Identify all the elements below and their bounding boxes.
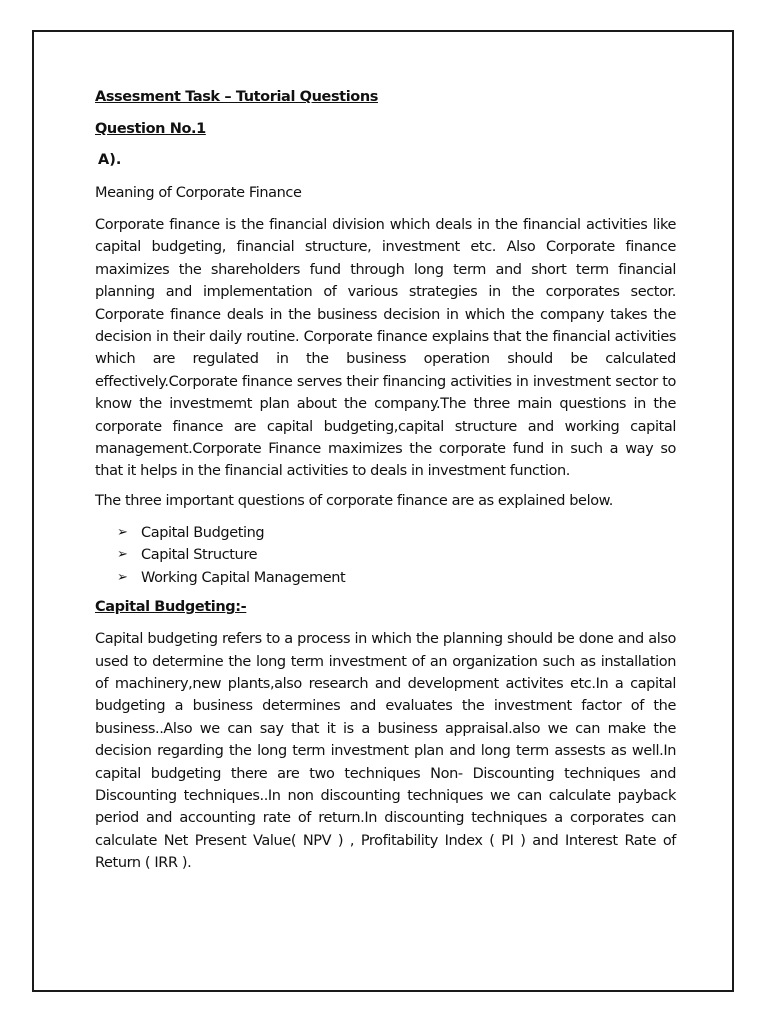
arrow-bullet-icon: ➢	[117, 547, 128, 563]
list-item-label: Capital Budgeting	[141, 524, 265, 541]
list-item-label: Working Capital Management	[141, 569, 346, 586]
subheading: Meaning of Corporate Finance	[95, 185, 302, 201]
part-label: A).	[98, 152, 122, 168]
question-heading: Question No.1	[95, 121, 206, 137]
document-body	[95, 88, 676, 884]
list-item-label: Capital Structure	[141, 547, 258, 564]
arrow-bullet-icon: ➢	[117, 569, 128, 585]
bullet-list	[95, 522, 676, 589]
arrow-bullet-icon: ➢	[117, 524, 128, 540]
document-page	[32, 30, 734, 992]
list-item	[95, 567, 676, 589]
list-item	[95, 522, 676, 544]
section-heading-capital-budgeting: Capital Budgeting:-	[95, 599, 247, 616]
paragraph-corporate-finance: Corporate finance is the financial division which deals in the financial activities like capital budgeting, financial structure, investment etc. Also Corporate finance maximizes the shareholders fund through long term and short term financial planning and implementation of various strategies in the corporates sector. Corporate finance deals in the business decision in which the company takes the decision in their daily routine. Corporate finance explains that the financial activities which are regulated in the business operation should be calculated effectively.Corporate finance serves their financing activities in investment sector to know the investmemt plan about the company.The three main questions in the corporate finance are capital budgeting,capital structure and working capital management.Corporate Finance maximizes the corporate fund in such a way so that it helps in the financial activities to deals in investment function.	[95, 217, 676, 480]
list-item	[95, 544, 676, 566]
document-title: Assesment Task – Tutorial Questions	[95, 89, 378, 105]
list-intro: The three important questions of corporate finance are as explained below.	[95, 492, 614, 509]
paragraph-capital-budgeting: Capital budgeting refers to a process in which the planning should be done and also used to determine the long term investment of an organization such as installation of machinery,new plants,also research and development activites etc.In a capital budgeting a business determines and evaluates the investment factor of the business..Also we can say that it is a business appraisal.also we can make the decision regarding the long term investment plan and long term assests as well.In capital budgeting there are two techniques Non- Discounting techniques and Discounting techniques..In non discounting techniques we can calculate payback period and accounting rate of return.In discounting techniques a corporates can calculate Net Present Value( NPV ) , Profitability Index ( PI ) and Interest Rate of Return ( IRR ).	[95, 631, 676, 872]
